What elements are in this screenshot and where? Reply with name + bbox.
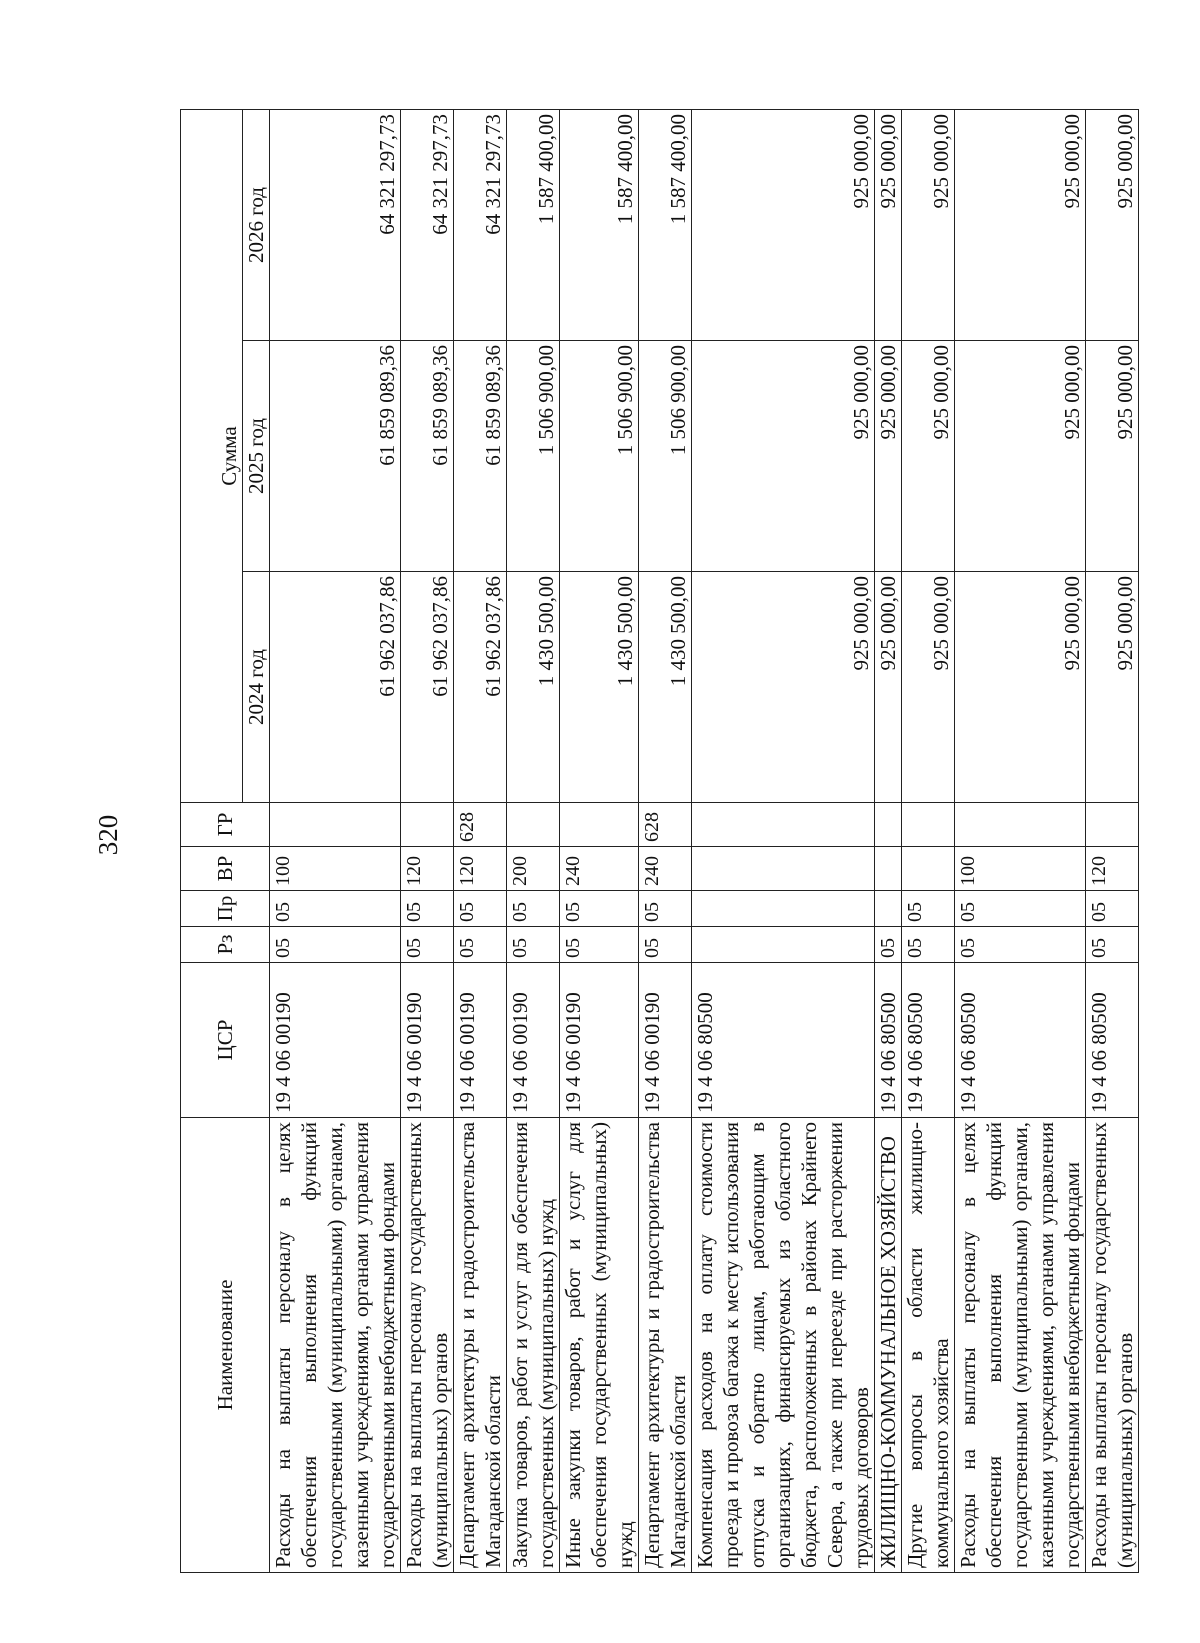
row-amount-2025: 61 859 089,36: [401, 341, 454, 572]
table-row: [401, 109, 454, 1572]
row-pr: 05: [454, 891, 507, 927]
row-amount-2026: 64 321 297,73: [270, 109, 401, 340]
row-amount-2026: 64 321 297,73: [401, 109, 454, 340]
row-vr: 100: [955, 847, 1086, 891]
header-gr: ГР: [181, 803, 270, 847]
table-row: [692, 109, 875, 1572]
row-amount-2025: 61 859 089,36: [454, 341, 507, 572]
row-name: Компенсация расходов на оплату стоимости проезда и провоза багажа к месту использования отпуска и обратно лицам, работающим в организациях, финансируемых из областного бюджета, расположенных в районах Крайнего Севера, а также при переезде при расторжении трудовых договоров: [692, 1118, 875, 1573]
header-vr: ВР: [181, 847, 270, 891]
row-amount-2026: 64 321 297,73: [454, 109, 507, 340]
row-rz: 05: [902, 927, 955, 963]
row-amount-2025: 925 000,00: [1086, 341, 1139, 572]
row-name: Расходы на выплаты персоналу государственных (муниципальных) органов: [401, 1118, 454, 1573]
row-gr: [1086, 803, 1139, 847]
row-amount-2025: 925 000,00: [875, 341, 902, 572]
row-name: Другие вопросы в области жилищно-коммунального хозяйства: [902, 1118, 955, 1573]
row-gr: [955, 803, 1086, 847]
header-2026: 2026 год: [243, 109, 270, 340]
row-rz: 05: [401, 927, 454, 963]
row-csr: 19 4 06 00190: [270, 963, 401, 1118]
row-rz: [692, 927, 875, 963]
row-vr: 240: [560, 847, 639, 891]
row-pr: 05: [507, 891, 560, 927]
row-name: Расходы на выплаты персоналу в целях обеспечения выполнения функций государственными (муниципальными) органами, казенными учреждениями, органами управления государственными внебюджетными фондами: [270, 1118, 401, 1573]
row-amount-2024: 1 430 500,00: [560, 572, 639, 803]
header-rz: Рз: [181, 927, 270, 963]
table-row: [1086, 109, 1139, 1572]
row-amount-2025: 1 506 900,00: [639, 341, 692, 572]
row-amount-2026: 925 000,00: [902, 109, 955, 340]
row-amount-2024: 925 000,00: [692, 572, 875, 803]
row-amount-2025: 1 506 900,00: [560, 341, 639, 572]
table-row: [639, 109, 692, 1572]
row-pr: 05: [639, 891, 692, 927]
row-vr: [875, 847, 902, 891]
table-row: [454, 109, 507, 1572]
row-pr: [875, 891, 902, 927]
row-vr: [902, 847, 955, 891]
budget-table-container: [180, 110, 1137, 1573]
row-name: Департамент архитектуры и градостроительства Магаданской области: [639, 1118, 692, 1573]
table-row: [507, 109, 560, 1572]
row-csr: 19 4 06 80500: [692, 963, 875, 1118]
row-gr: [270, 803, 401, 847]
row-name: Расходы на выплаты персоналу государственных (муниципальных) органов: [1086, 1118, 1139, 1573]
row-rz: 05: [955, 927, 1086, 963]
row-amount-2025: 61 859 089,36: [270, 341, 401, 572]
row-amount-2026: 925 000,00: [955, 109, 1086, 340]
row-amount-2024: 1 430 500,00: [639, 572, 692, 803]
row-name: Расходы на выплаты персоналу в целях обеспечения выполнения функций государственными (муниципальными) органами, казенными учреждениями, органами управления государственными внебюджетными фондами: [955, 1118, 1086, 1573]
row-name: ЖИЛИЩНО-КОММУНАЛЬНОЕ ХОЗЯЙСТВО: [875, 1118, 902, 1573]
row-gr: [560, 803, 639, 847]
row-amount-2025: 925 000,00: [955, 341, 1086, 572]
row-amount-2024: 61 962 037,86: [401, 572, 454, 803]
row-amount-2026: 925 000,00: [692, 109, 875, 340]
row-amount-2025: 1 506 900,00: [507, 341, 560, 572]
table-row: [270, 109, 401, 1572]
row-gr: 628: [639, 803, 692, 847]
row-amount-2026: 1 587 400,00: [507, 109, 560, 340]
row-gr: [507, 803, 560, 847]
table-row: [902, 109, 955, 1572]
header-pr: Пр: [181, 891, 270, 927]
row-amount-2025: 925 000,00: [902, 341, 955, 572]
row-rz: 05: [560, 927, 639, 963]
table-row: [560, 109, 639, 1572]
row-vr: 120: [401, 847, 454, 891]
row-amount-2024: 925 000,00: [1086, 572, 1139, 803]
table-body: [270, 109, 1139, 1572]
row-csr: 19 4 06 80500: [955, 963, 1086, 1118]
row-csr: 19 4 06 00190: [560, 963, 639, 1118]
table-row: [955, 109, 1086, 1572]
header-csr: ЦСР: [181, 963, 270, 1118]
row-vr: 240: [639, 847, 692, 891]
header-2025: 2025 год: [243, 341, 270, 572]
row-pr: 05: [955, 891, 1086, 927]
row-amount-2024: 925 000,00: [955, 572, 1086, 803]
row-amount-2026: 1 587 400,00: [560, 109, 639, 340]
row-vr: 120: [1086, 847, 1139, 891]
row-pr: 05: [401, 891, 454, 927]
header-2024: 2024 год: [243, 572, 270, 803]
row-vr: 120: [454, 847, 507, 891]
row-csr: 19 4 06 80500: [1086, 963, 1139, 1118]
row-name: Закупка товаров, работ и услуг для обеспечения государственных (муниципальных) нужд: [507, 1118, 560, 1573]
row-csr: 19 4 06 00190: [507, 963, 560, 1118]
budget-table: [180, 109, 1139, 1573]
row-rz: 05: [1086, 927, 1139, 963]
row-vr: 200: [507, 847, 560, 891]
table-row: [875, 109, 902, 1572]
header-sum: Сумма: [181, 109, 243, 802]
row-pr: 05: [270, 891, 401, 927]
row-amount-2024: 925 000,00: [902, 572, 955, 803]
row-rz: 05: [875, 927, 902, 963]
row-pr: 05: [560, 891, 639, 927]
row-vr: [692, 847, 875, 891]
row-gr: 628: [454, 803, 507, 847]
row-csr: 19 4 06 00190: [639, 963, 692, 1118]
row-csr: 19 4 06 00190: [401, 963, 454, 1118]
row-pr: 05: [902, 891, 955, 927]
row-rz: 05: [507, 927, 560, 963]
row-amount-2026: 1 587 400,00: [639, 109, 692, 340]
row-amount-2024: 61 962 037,86: [270, 572, 401, 803]
row-gr: [401, 803, 454, 847]
row-gr: [692, 803, 875, 847]
row-rz: 05: [454, 927, 507, 963]
row-pr: [692, 891, 875, 927]
row-amount-2026: 925 000,00: [1086, 109, 1139, 340]
row-name: Департамент архитектуры и градостроительства Магаданской области: [454, 1118, 507, 1573]
row-amount-2024: 925 000,00: [875, 572, 902, 803]
row-name: Иные закупки товаров, работ и услуг для обеспечения государственных (муниципальных) нужд: [560, 1118, 639, 1573]
page-number: 320: [93, 814, 123, 856]
row-amount-2026: 925 000,00: [875, 109, 902, 340]
row-amount-2024: 1 430 500,00: [507, 572, 560, 803]
row-rz: 05: [270, 927, 401, 963]
row-csr: 19 4 06 80500: [902, 963, 955, 1118]
row-csr: 19 4 06 00190: [454, 963, 507, 1118]
row-gr: [875, 803, 902, 847]
header-name: Наименование: [181, 1118, 270, 1573]
row-amount-2024: 61 962 037,86: [454, 572, 507, 803]
row-csr: 19 4 06 80500: [875, 963, 902, 1118]
row-amount-2025: 925 000,00: [692, 341, 875, 572]
row-vr: 100: [270, 847, 401, 891]
row-rz: 05: [639, 927, 692, 963]
row-pr: 05: [1086, 891, 1139, 927]
row-gr: [902, 803, 955, 847]
